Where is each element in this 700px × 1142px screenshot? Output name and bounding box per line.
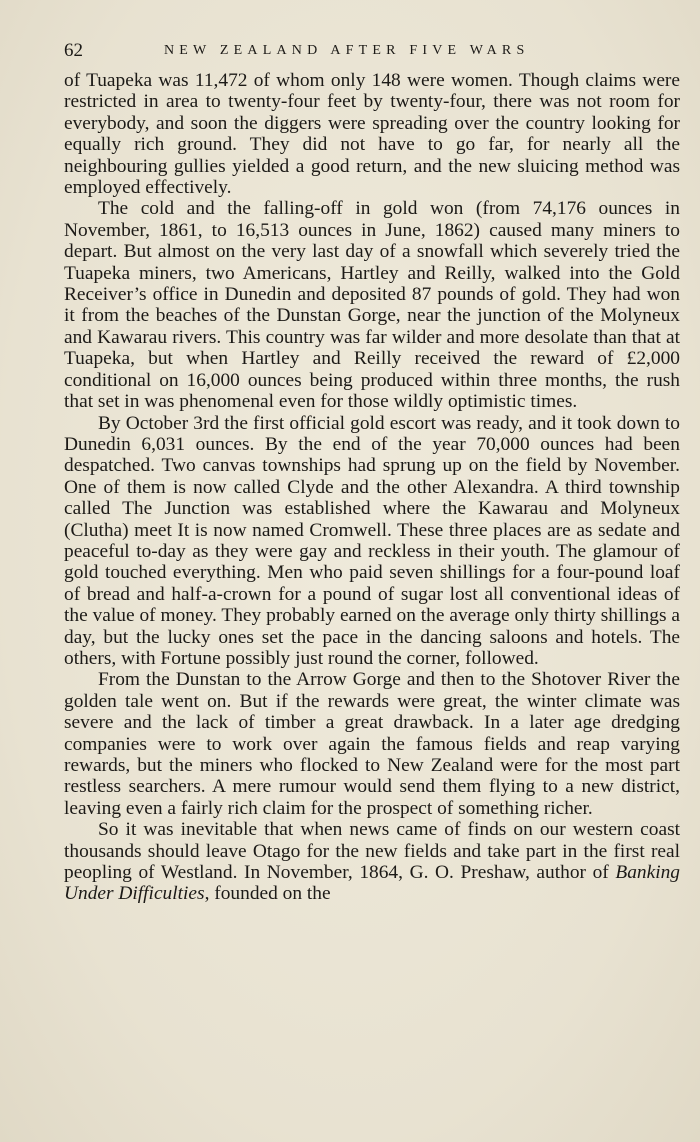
running-head: NEW ZEALAND AFTER FIVE WARS: [164, 43, 530, 58]
paragraph-4: From the Dunstan to the Arrow Gorge and then to the Shotover River the golden tale went on. But if the rewards were great, the winter climate was severe and the lack of timber a great drawback. In a later age dredging companies were to work over again the famous fields and reap varying rewards, but the miners who flocked to New Zealand were for the most part restless searchers. A mere rumour would send them flying to a new district, leaving even a fairly rich claim for the prospect of something richer.: [64, 669, 680, 819]
paragraph-5-text-before: So it was inevitable that when news came of finds on our western coast thousands should leave Otago for the new fields and take part in the first real peopling of Westland. In November, 1864, G. O. Preshaw, author of: [64, 819, 680, 884]
paragraph-2: The cold and the falling-off in gold won (from 74,176 ounces in November, 1861, to 16,513 ounces in June, 1862) caused many miners to depart. But almost on the very last day of a snowfall which severely tried the Tuapeka miners, two Americans, Hartley and Reilly, walked into the Gold Receiver’s office in Dunedin and deposited 87 pounds of gold. They had won it from the beaches of the Dunstan Gorge, near the junction of the Molyneux and Kawarau rivers. This country was far wilder and more desolate than that at Tuapeka, but when Hartley and Reilly received the reward of £2,000 conditional on 16,000 ounces being produced within three months, the rush that set in was phenomenal even for those wildly optimistic times.: [64, 198, 680, 413]
page-number: 62: [64, 40, 83, 61]
paragraph-5: [64, 819, 680, 905]
page-header: [64, 38, 680, 64]
book-title: Banking Under Difficulties: [64, 862, 680, 905]
paragraph-3: By October 3rd the first official gold escort was ready, and it took down to Dunedin 6,031 ounces. By the end of the year 70,000 ounces had been despatched. Two canvas townships had sprung up on the field by November. One of them is now called Clyde and the other Alexandra. A third township called The Junction was established where the Kawarau and Molyneux (Clutha) meet It is now named Cromwell. These three places are as sedate and peaceful to-day as they were gay and reckless in their youth. The glamour of gold touched everything. Men who paid seven shillings for a four-pound loaf of bread and half-a-crown for a pound of sugar lost all conventional ideas of the value of money. They probably earned on the average only thirty shillings a day, but the lucky ones set the pace in the dancing saloons and hotels. The others, with Fortune possibly just round the corner, followed.: [64, 412, 680, 669]
paragraph-5-text-after: , founded on the: [204, 883, 331, 905]
body-text: [64, 70, 680, 905]
paragraph-1: of Tuapeka was 11,472 of whom only 148 were women. Though claims were restricted in area to twenty-four feet by twenty-four, there was not room for everybody, and soon the diggers were spreading over the country looking for equally rich ground. They did not have to go far, for nearly all the neighbouring gullies yielded a good return, and the new sluicing method was employed effectively.: [64, 70, 680, 199]
